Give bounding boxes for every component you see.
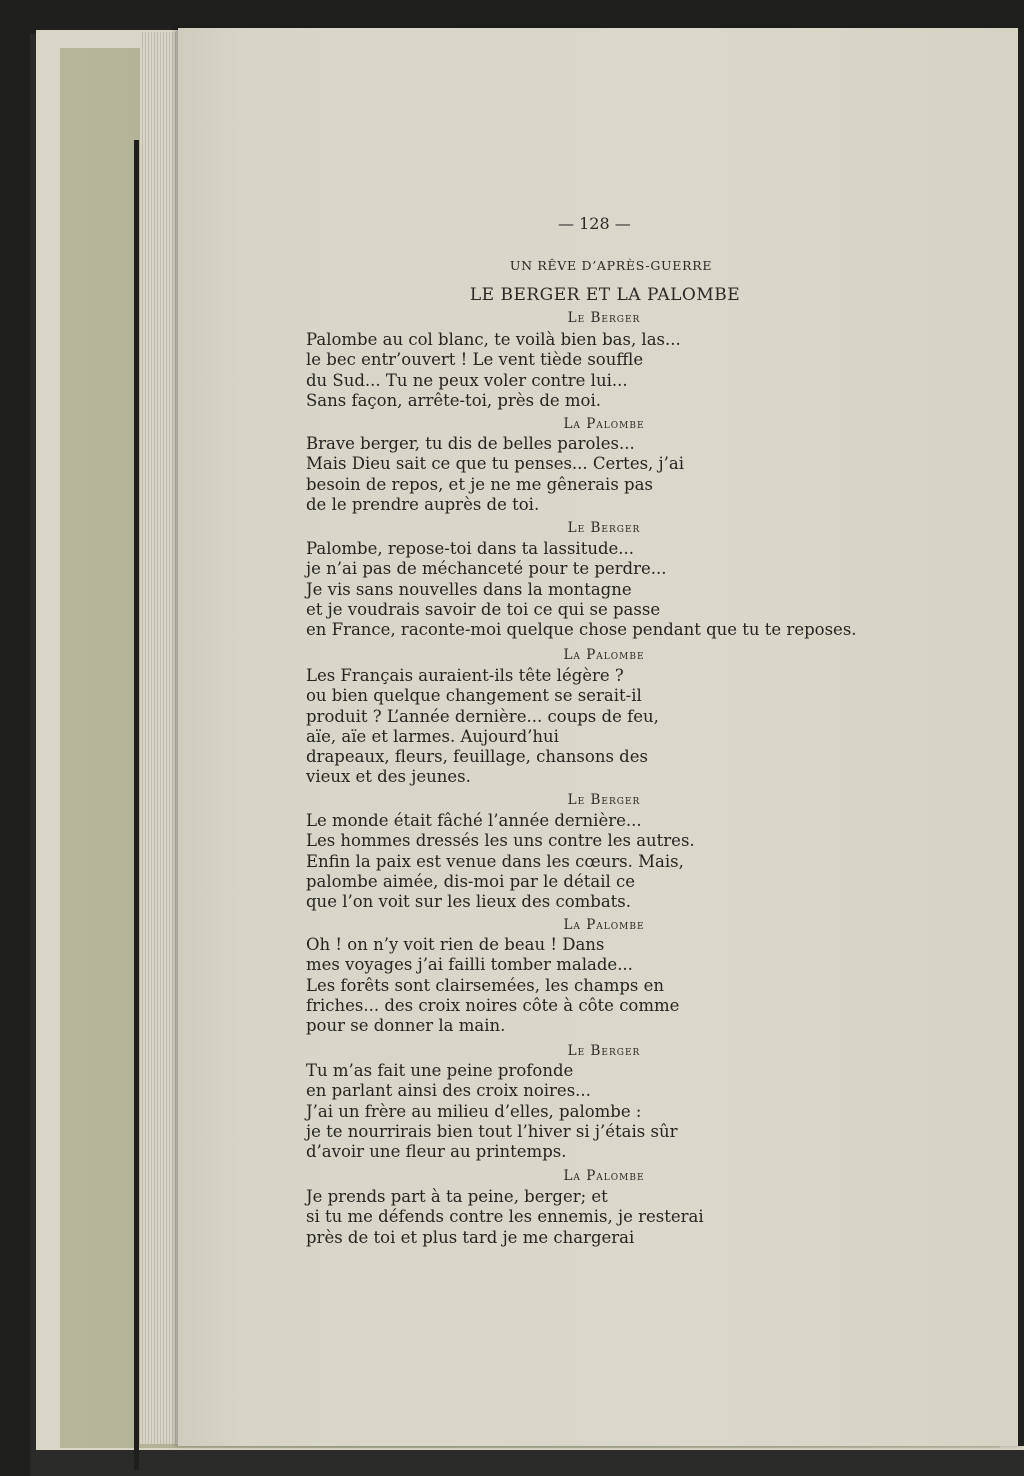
verse-line: Le monde était fâché l’année dernière... xyxy=(306,811,642,830)
speaker-heading: La Palombe xyxy=(563,416,645,432)
verse-line: aïe, aïe et larmes. Aujourd’hui xyxy=(306,726,559,746)
verse-line: d’avoir une fleur au printemps. xyxy=(306,1142,567,1162)
speaker-heading: La Palombe xyxy=(563,1168,645,1184)
verse-line: si tu me défends contre les ennemis, je resterai xyxy=(306,1207,704,1227)
verse-line: je n’ai pas de méchanceté pour te perdre... xyxy=(306,559,667,579)
stanza xyxy=(306,811,695,912)
verse-line: en parlant ainsi des croix noires... xyxy=(306,1081,591,1101)
verse-line: palombe aimée, dis-moi par le détail ce xyxy=(306,871,636,891)
verse-line: Je prends part à ta peine, berger; et xyxy=(306,1187,608,1206)
verse-line: vieux et des jeunes. xyxy=(306,767,471,787)
verse-line: J’ai un frère au milieu d’elles, palombe : xyxy=(306,1101,642,1121)
verse-line: que l’on voit sur les lieux des combats. xyxy=(306,892,632,912)
verse-line: Je vis sans nouvelles dans la montagne xyxy=(306,579,632,599)
verse-line: Sans façon, arrête-toi, près de moi. xyxy=(306,390,601,410)
verse-line: ou bien quelque changement se serait-il xyxy=(306,686,642,706)
verse-line: du Sud... Tu ne peux voler contre lui... xyxy=(306,370,628,390)
speaker-heading: Le Berger xyxy=(567,1043,641,1059)
speaker-heading: Le Berger xyxy=(567,310,641,326)
speaker-heading: La Palombe xyxy=(563,647,645,663)
verse-line: Mais Dieu sait ce que tu penses... Certes, j’ai xyxy=(306,454,685,474)
verse-line: Les forêts sont clairsemées, les champs en xyxy=(306,975,665,995)
verse-line: en France, raconte-moi quelque chose pendant que tu te reposes. xyxy=(306,620,857,640)
verse-line: drapeaux, fleurs, feuillage, chansons des xyxy=(306,747,648,767)
verse-line: de le prendre auprès de toi. xyxy=(306,494,540,514)
speaker-heading: Le Berger xyxy=(567,520,641,536)
speaker-heading: La Palombe xyxy=(563,917,645,933)
verse-line: près de toi et plus tard je me chargerai xyxy=(306,1227,635,1247)
stanza xyxy=(306,434,684,515)
stanza xyxy=(306,1187,704,1248)
page-number: — 128 — xyxy=(558,214,631,233)
verse-line: besoin de repos, et je ne me gênerais pas xyxy=(306,474,653,494)
verse-line: pour se donner la main. xyxy=(306,1016,506,1036)
verse-line: friches... des croix noires côte à côte comme xyxy=(306,995,680,1015)
verse-line: je te nourrirais bien tout l’hiver si j’étais sûr xyxy=(306,1121,678,1141)
verse-line: Les hommes dressés les uns contre les autres. xyxy=(306,831,695,851)
scan-background-left xyxy=(0,0,30,1476)
verse-line: Tu m’as fait une peine profonde xyxy=(306,1061,574,1080)
verse-line: Palombe, repose-toi dans ta lassitude... xyxy=(306,539,635,558)
supertitle: UN RÊVE D’APRÈS-GUERRE xyxy=(509,258,713,273)
stanza xyxy=(306,330,681,411)
speaker-heading: Le Berger xyxy=(567,792,641,808)
stanza xyxy=(306,1061,677,1162)
verse-line: et je voudrais savoir de toi ce qui se passe xyxy=(306,599,661,619)
verse-line: Palombe au col blanc, te voilà bien bas, las... xyxy=(306,330,681,349)
stanza xyxy=(306,666,659,788)
verse-line: le bec entr’ouvert ! Le vent tiède souffle xyxy=(306,350,644,370)
spine-shadow xyxy=(134,140,139,1470)
verse-line: Oh ! on n’y voit rien de beau ! Dans xyxy=(306,935,605,954)
poem-title: LE BERGER ET LA PALOMBE xyxy=(469,285,741,305)
verse-line: produit ? L’année dernière... coups de feu, xyxy=(306,706,659,726)
verse-line: Enfin la paix est venue dans les cœurs. Mais, xyxy=(306,851,684,871)
verse-line: Brave berger, tu dis de belles paroles... xyxy=(306,434,635,453)
verse-line: Les Français auraient-ils tête légère ? xyxy=(306,666,624,685)
verse-line: mes voyages j’ai failli tomber malade... xyxy=(306,955,633,975)
stanza xyxy=(306,935,679,1036)
stanza xyxy=(306,539,857,640)
scan-background-right xyxy=(1018,28,1024,1446)
